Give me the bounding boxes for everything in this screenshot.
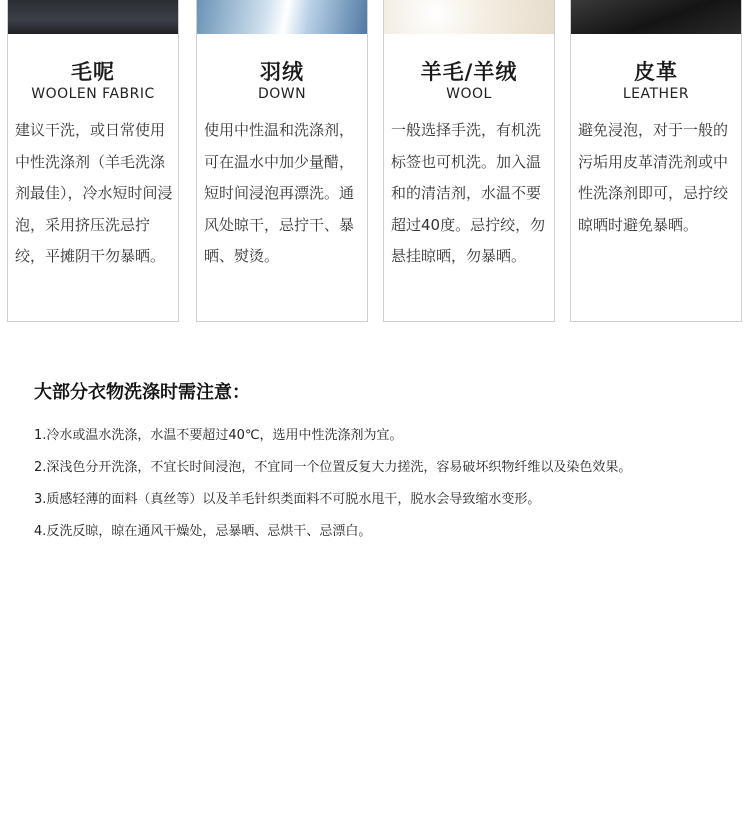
card-subtitle: WOOL	[446, 86, 492, 102]
card-subtitle: LEATHER	[622, 86, 690, 102]
note-item: 4.反洗反晾，晾在通风干燥处，忌暴晒、忌烘干、忌漂白。	[34, 524, 372, 539]
card-subtitle: WOOLEN FABRIC	[31, 86, 155, 102]
card-title: 羽绒	[260, 60, 304, 84]
card-subtitle: DOWN	[257, 86, 307, 102]
card-title: 羊毛/羊绒	[420, 60, 518, 84]
card-description: 避免浸泡，对于一般的污垢用皮革清洗剂或中性洗涤剂即可，忌拧绞晾晒时避免暴晒。	[578, 121, 729, 234]
fabric-care-cards	[0, 0, 750, 330]
wool-photo	[384, 0, 554, 34]
card-title: 毛呢	[71, 60, 115, 84]
card-down	[196, 0, 368, 322]
leather-photo	[571, 0, 741, 34]
card-description: 建议干洗，或日常使用中性洗涤剂（羊毛洗涤剂最佳），冷水短时间浸泡，采用挤压洗忌拧绞，平摊阴干勿暴晒。	[15, 121, 173, 265]
woolen-fabric-photo	[8, 0, 178, 34]
card-title: 皮革	[634, 60, 678, 84]
card-description: 一般选择手洗，有机洗标签也可机洗。加入温和的清洁剂，水温不要超过40度。忌拧绞，勿悬挂晾晒，勿暴晒。	[391, 121, 546, 265]
note-item: 3.质感轻薄的面料（真丝等）以及羊毛针织类面料不可脱水甩干，脱水会导致缩水变形。	[34, 492, 541, 507]
down-photo	[197, 0, 367, 34]
notes-heading: 大部分衣物洗涤时需注意：	[34, 382, 250, 403]
card-description: 使用中性温和洗涤剂，可在温水中加少量醋，短时间浸泡再漂洗。通风处晾干，忌拧干、暴晒、熨烫。	[204, 121, 355, 265]
card-leather	[570, 0, 742, 322]
note-item: 2.深浅色分开洗涤，不宜长时间浸泡，不宜同一个位置反复大力搓洗，容易破坏织物纤维以及染色效果。	[34, 460, 632, 475]
card-woolen-fabric	[7, 0, 179, 322]
card-wool	[383, 0, 555, 322]
note-item: 1.冷水或温水洗涤，水温不要超过40℃，选用中性洗涤剂为宜。	[34, 428, 403, 443]
washing-notes	[34, 378, 724, 548]
